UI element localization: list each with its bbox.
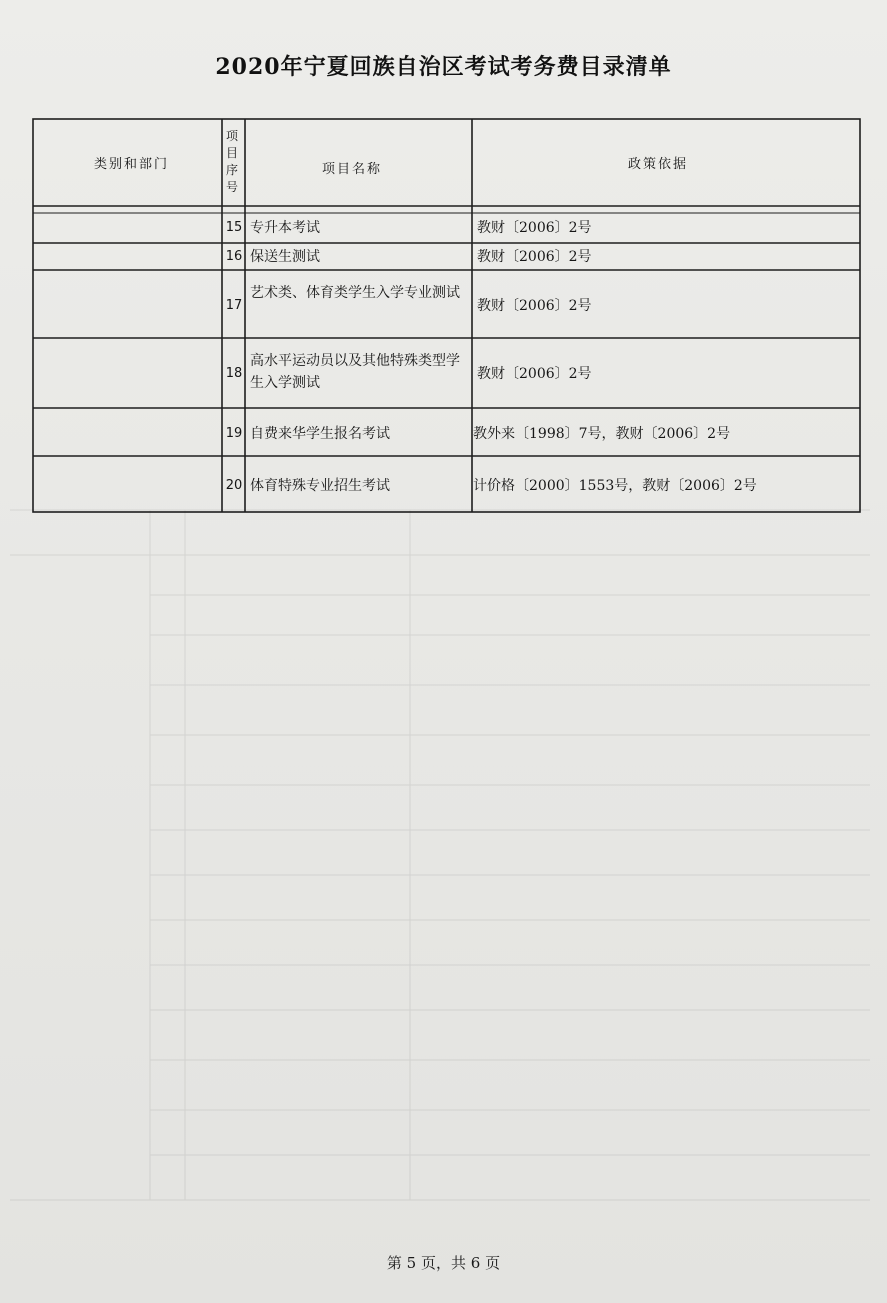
row-name: 艺术类、体育类学生入学专业测试 (250, 285, 460, 301)
row-seq: 16 (225, 249, 243, 264)
fee-catalog-table (32, 118, 862, 514)
header-name: 项目名称 (322, 162, 383, 177)
page-title: 2020年宁夏回族自治区考试考务费目录清单 (215, 54, 672, 80)
bleed-through-table (0, 500, 887, 1220)
row-seq: 19 (225, 426, 243, 441)
header-policy: 政策依据 (628, 157, 689, 172)
header-seq: 项目序号 (226, 129, 239, 194)
row-name: 自费来华学生报名考试 (250, 426, 390, 442)
row-policy: 计价格〔2000〕1553号，教财〔2006〕2号 (473, 478, 757, 494)
row-policy: 教财〔2006〕2号 (477, 366, 592, 382)
row-name: 专升本考试 (250, 220, 320, 236)
header-category: 类别和部门 (94, 157, 170, 172)
row-policy: 教财〔2006〕2号 (477, 249, 592, 265)
row-name: 高水平运动员以及其他特殊类型学生入学测试 (250, 353, 460, 391)
row-name: 保送生测试 (250, 249, 320, 265)
row-policy: 教财〔2006〕2号 (477, 298, 592, 314)
table-grid (32, 118, 862, 514)
row-policy: 教外来〔1998〕7号，教财〔2006〕2号 (473, 426, 731, 442)
row-name: 体育特殊专业招生考试 (250, 478, 390, 494)
row-seq: 20 (225, 478, 243, 493)
row-policy: 教财〔2006〕2号 (477, 220, 592, 236)
row-seq: 18 (225, 366, 243, 381)
row-seq: 17 (225, 298, 243, 313)
page-number: 第 5 页，共 6 页 (386, 1254, 501, 1272)
row-seq: 15 (225, 220, 243, 235)
